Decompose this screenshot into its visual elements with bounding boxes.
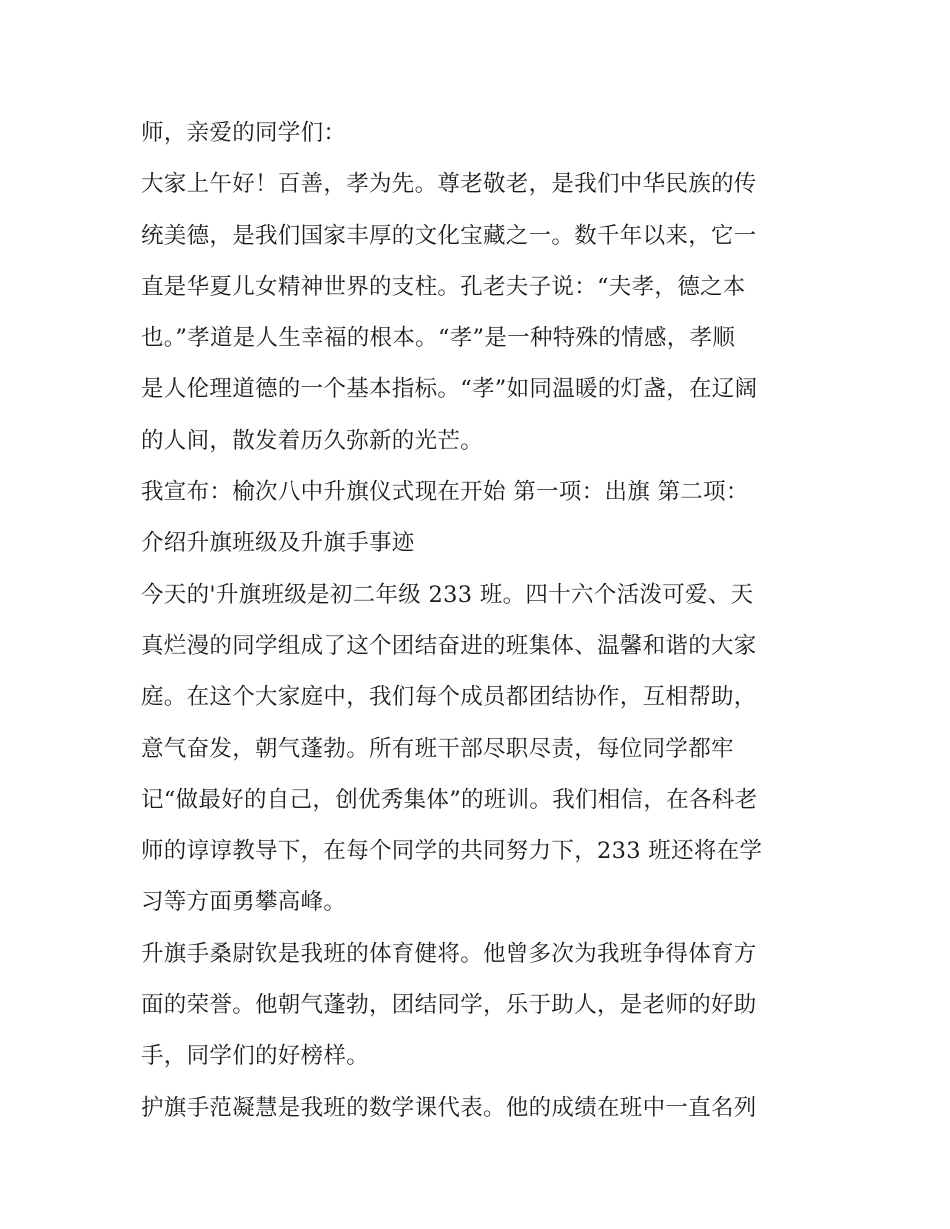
text-line: 庭。在这个大家庭中，我们每个成员都团结协作，互相帮助， bbox=[141, 684, 757, 711]
text-line: 我宣布：榆次八中升旗仪式现在开始 第一项：出旗 第二项： bbox=[141, 479, 749, 506]
text-line: 手，同学们的好榜样。 bbox=[141, 1043, 370, 1070]
text-line: 直是华夏儿女精神世界的支柱。孔老夫子说：“夫孝，德之本 bbox=[141, 273, 746, 300]
text-line: 面的荣誉。他朝气蓬勃，团结同学，乐于助人，是老师的好助 bbox=[141, 992, 757, 1019]
text-line: 也。”孝道是人生幸福的根本。“孝”是一种特殊的情感，孝顺 bbox=[141, 325, 736, 352]
text-line: 今天的'升旗班级是初二年级 233 班。四十六个活泼可爱、天 bbox=[141, 581, 754, 608]
text-line: 升旗手桑尉钦是我班的体育健将。他曾多次为我班争得体育方 bbox=[141, 940, 757, 967]
text-line: 真烂漫的同学组成了这个团结奋进的班集体、温馨和谐的大家 bbox=[141, 632, 757, 659]
text-line: 护旗手范凝慧是我班的数学课代表。他的成绩在班中一直名列 bbox=[141, 1094, 757, 1121]
text-line: 的人间，散发着历久弥新的光芒。 bbox=[141, 427, 484, 454]
text-line: 记“做最好的自己，创优秀集体”的班训。我们相信，在各科老 bbox=[141, 786, 758, 813]
text-line: 统美德，是我们国家丰厚的文化宝藏之一。数千年以来，它一 bbox=[141, 222, 757, 249]
text-line: 师，亲爱的同学们： bbox=[141, 120, 347, 146]
text-line: 习等方面勇攀高峰。 bbox=[141, 889, 347, 916]
text-line: 大家上午好！百善，孝为先。尊老敬老，是我们中华民族的传 bbox=[141, 171, 757, 198]
text-line: 介绍升旗班级及升旗手事迹 bbox=[141, 530, 415, 557]
text-line: 是人伦理道德的一个基本指标。“孝”如同温暖的灯盏，在辽阔 bbox=[141, 376, 758, 403]
text-line: 意气奋发，朝气蓬勃。所有班干部尽职尽责，每位同学都牢 bbox=[141, 735, 734, 762]
document-page bbox=[141, 108, 821, 1134]
text-line: 师的谆谆教导下，在每个同学的共同努力下，233 班还将在学 bbox=[141, 838, 763, 865]
